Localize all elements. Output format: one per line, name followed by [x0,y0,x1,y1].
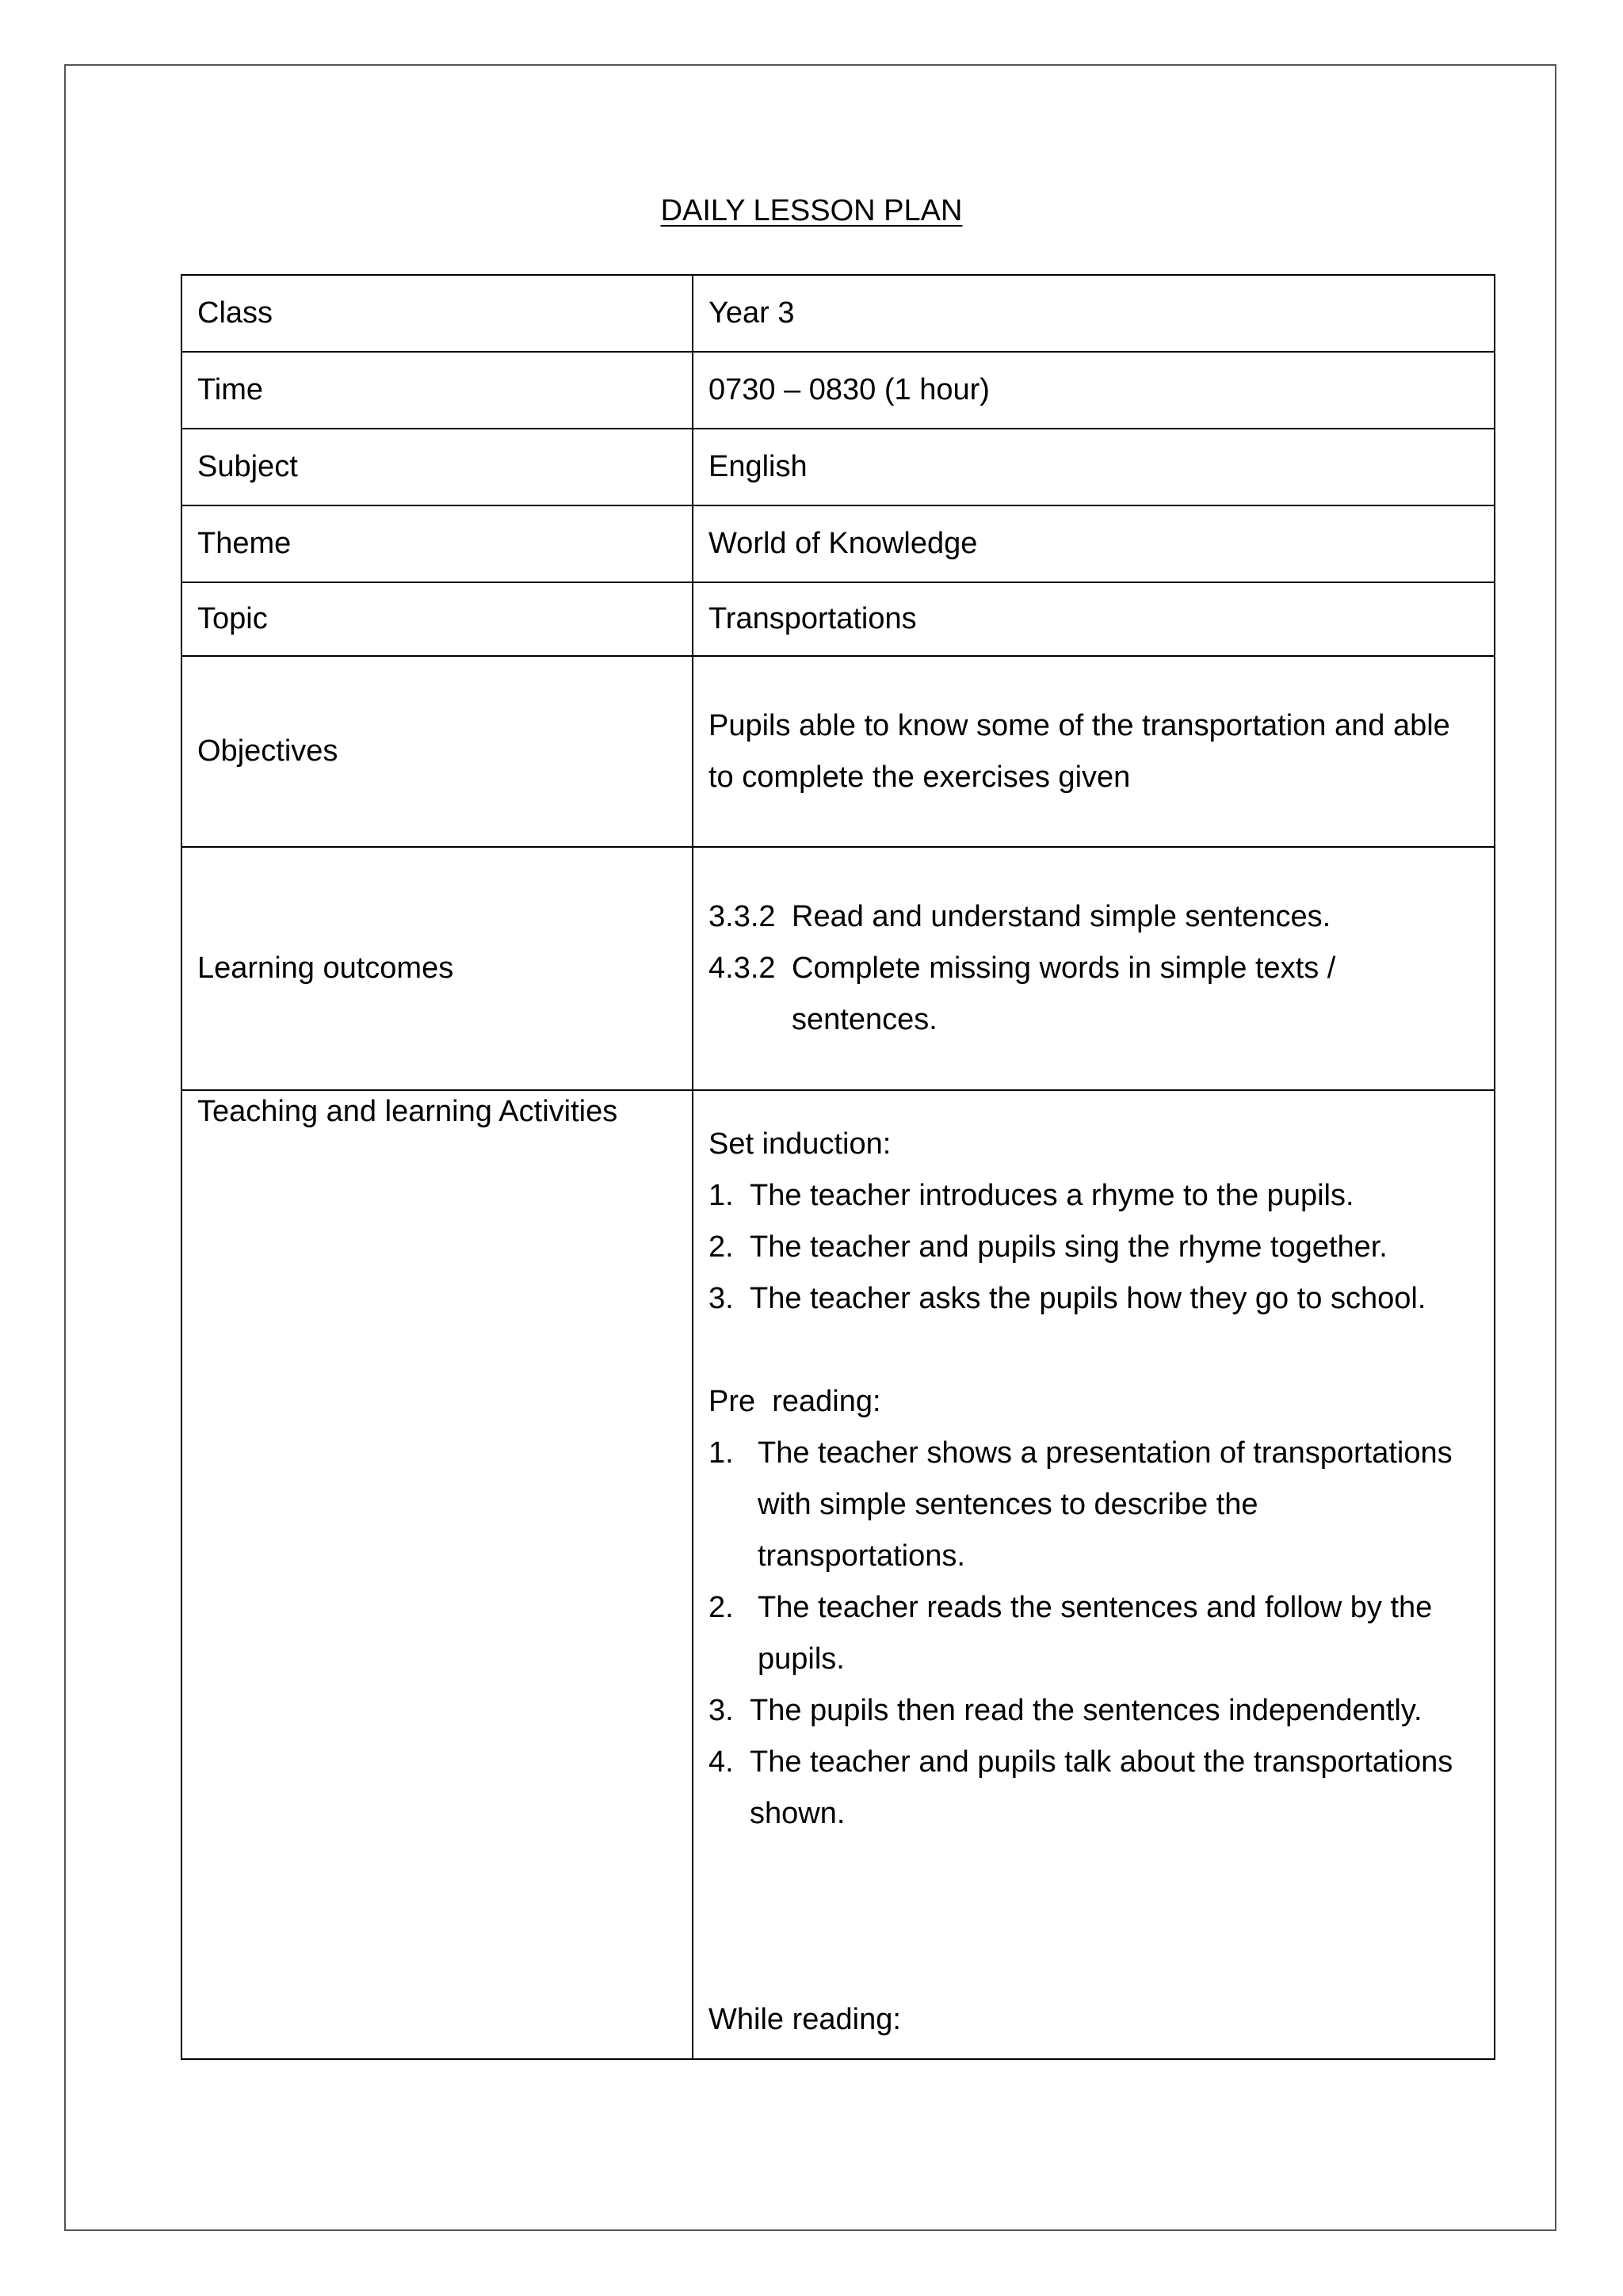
list-item [708,1582,1494,1685]
row-class [181,275,1495,352]
document-title: DAILY LESSON PLAN [660,194,963,227]
list-item [708,1273,1494,1325]
row-subject [181,429,1495,505]
list-item-number: 4. [708,1745,734,1779]
learning-outcome-text: Read and understand simple sentences. [792,900,1331,933]
list-item [708,1685,1494,1737]
list-item [708,1428,1494,1582]
list-item-text: The teacher asks the pupils how they go to school. [750,1282,1426,1315]
list-item [708,1222,1494,1273]
class-label: Class [181,275,693,352]
pre-reading-list [708,1428,1494,1840]
row-theme [181,505,1495,582]
learning-outcome-code: 4.3.2 [708,952,776,985]
learning-outcomes-cell [693,847,1495,1090]
list-item-text: The teacher shows a presentation of transportations with simple sentences to describe the transportations. [758,1436,1453,1573]
set-induction-list [708,1170,1494,1325]
objectives-value: Pupils able to know some of the transportation and able to complete the exercises given [708,708,1450,794]
list-item-number: 1. [708,1436,734,1470]
topic-value: Transportations [693,582,1495,656]
row-objectives [181,656,1495,847]
list-item-text: The teacher introduces a rhyme to the pupils. [750,1179,1354,1212]
objectives-cell [693,656,1495,847]
pre-reading-heading: Pre reading: [708,1385,881,1418]
list-item-number: 2. [708,1230,734,1264]
row-activities [181,1090,1495,2059]
list-item [708,1170,1494,1222]
spacer [708,1840,1494,1994]
spacer [708,1325,1494,1376]
learning-outcome-item [708,891,1494,943]
objectives-label: Objectives [181,656,693,847]
row-time [181,352,1495,429]
time-label: Time [181,352,693,429]
learning-outcomes-list [708,891,1494,1046]
subject-value: English [693,429,1495,505]
time-value: 0730 – 0830 (1 hour) [693,352,1495,429]
list-item-text: The teacher and pupils sing the rhyme together. [750,1230,1388,1264]
list-item-number: 3. [708,1694,734,1727]
list-item-number: 3. [708,1282,734,1315]
lesson-plan-table [181,274,1495,2060]
while-reading-heading: While reading: [708,2003,901,2036]
theme-value: World of Knowledge [693,505,1495,582]
list-item [708,1737,1494,1840]
list-item-number: 2. [708,1591,734,1624]
list-item-text: The pupils then read the sentences independently. [750,1694,1423,1727]
set-induction-heading: Set induction: [708,1127,892,1161]
learning-outcome-text: Complete missing words in simple texts / sentences. [792,952,1336,1036]
subject-label: Subject [181,429,693,505]
list-item-number: 1. [708,1179,734,1212]
topic-label: Topic [181,582,693,656]
learning-outcome-item [708,943,1494,1046]
class-value: Year 3 [693,275,1495,352]
list-item-text: The teacher reads the sentences and follow by the pupils. [758,1591,1433,1676]
learning-outcomes-label: Learning outcomes [181,847,693,1090]
activities-label: Teaching and learning Activities [181,1090,693,2059]
row-topic [181,582,1495,656]
list-item-text: The teacher and pupils talk about the transportations shown. [750,1745,1453,1830]
learning-outcome-code: 3.3.2 [708,900,776,933]
theme-label: Theme [181,505,693,582]
activities-cell [693,1090,1495,2059]
row-learning-outcomes [181,847,1495,1090]
